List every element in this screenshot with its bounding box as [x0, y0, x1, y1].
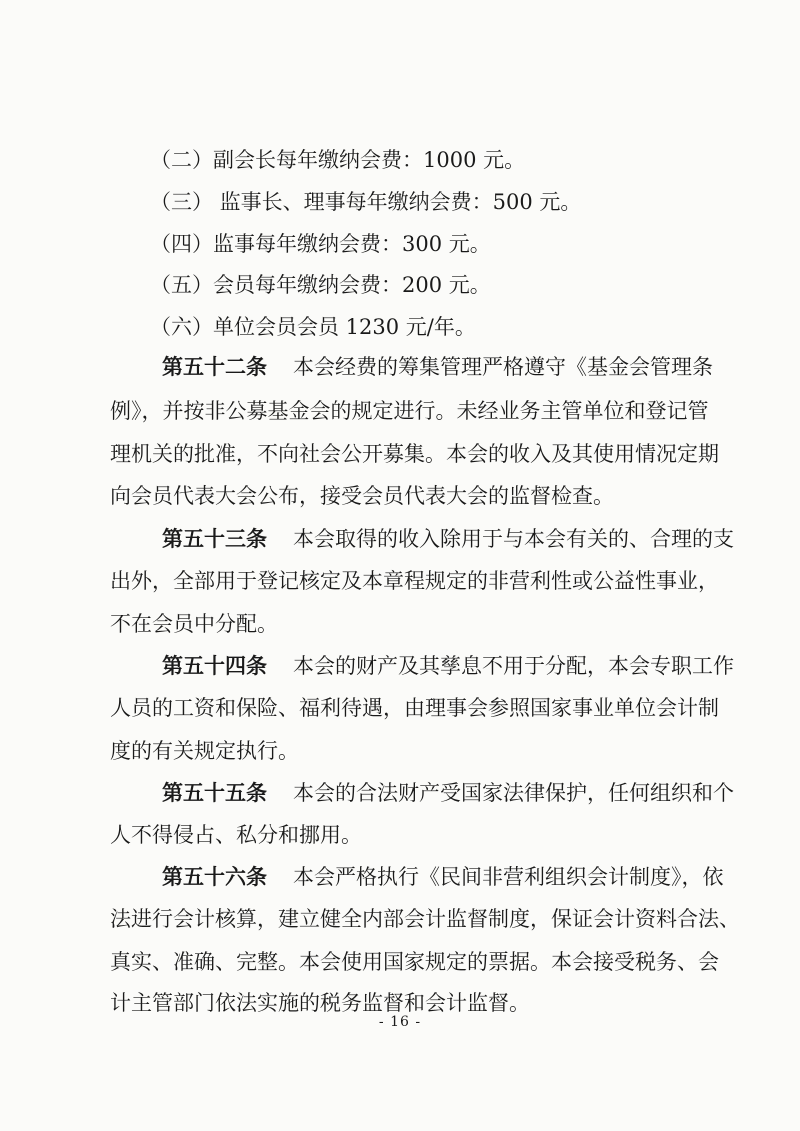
document-page: （二）副会长每年缴纳会费：1000 元。 （三） 监事长、理事每年缴纳会费：500 元。 （四）监事每年缴纳会费：300 元。 （五）会员每年缴纳会费：200 元。 （六）单位会员会员 1230 元/年。 第五十二条 本会经费的筹集管理严格遵守《基金会管理条 例》，并按非公募基金会的规定进行。未经业务主管单位和登记管 理机关的批准，不向社会公开募集。本会的收入及其使用情况定期 向会员代表大会公布，接受会员代表大会的监督检查。 第五十三条 本会取得的收入除用于与本会有关的、合理的支 出外，全部用于登记核定及本章程规定的非营利性或公益性事业， 不在会员中分配。 第五十四条 本会的财产及其孳息不用于分配，本会专职工作 人员的工资和保险、福利待遇，由理事会参照国家事业单位会计制 度的有关规定执行。 第五十五条 本会的合法财产受国家法律保护，任何组织和个 人不得侵占、私分和挪用。 第五十六条 本会严格执行《民间非营利组织会计制度》，依 法进行会计核算，建立健全内部会计监督制度，保证会计资料合法、 真实、准确、完整。本会使用国家规定的票据。本会接受税务、会 计主管部门依法实施的税务监督和会计监督。 - 16 - — [0, 0, 800, 1131]
article-55-title: 第五十五条 — [162, 781, 267, 805]
article-53-title: 第五十三条 — [162, 527, 267, 551]
article-56-title: 第五十六条 — [162, 865, 267, 889]
article-52-title: 第五十二条 — [162, 355, 267, 379]
page-number: - 16 - — [378, 1014, 422, 1030]
article-54-title: 第五十四条 — [162, 654, 267, 678]
